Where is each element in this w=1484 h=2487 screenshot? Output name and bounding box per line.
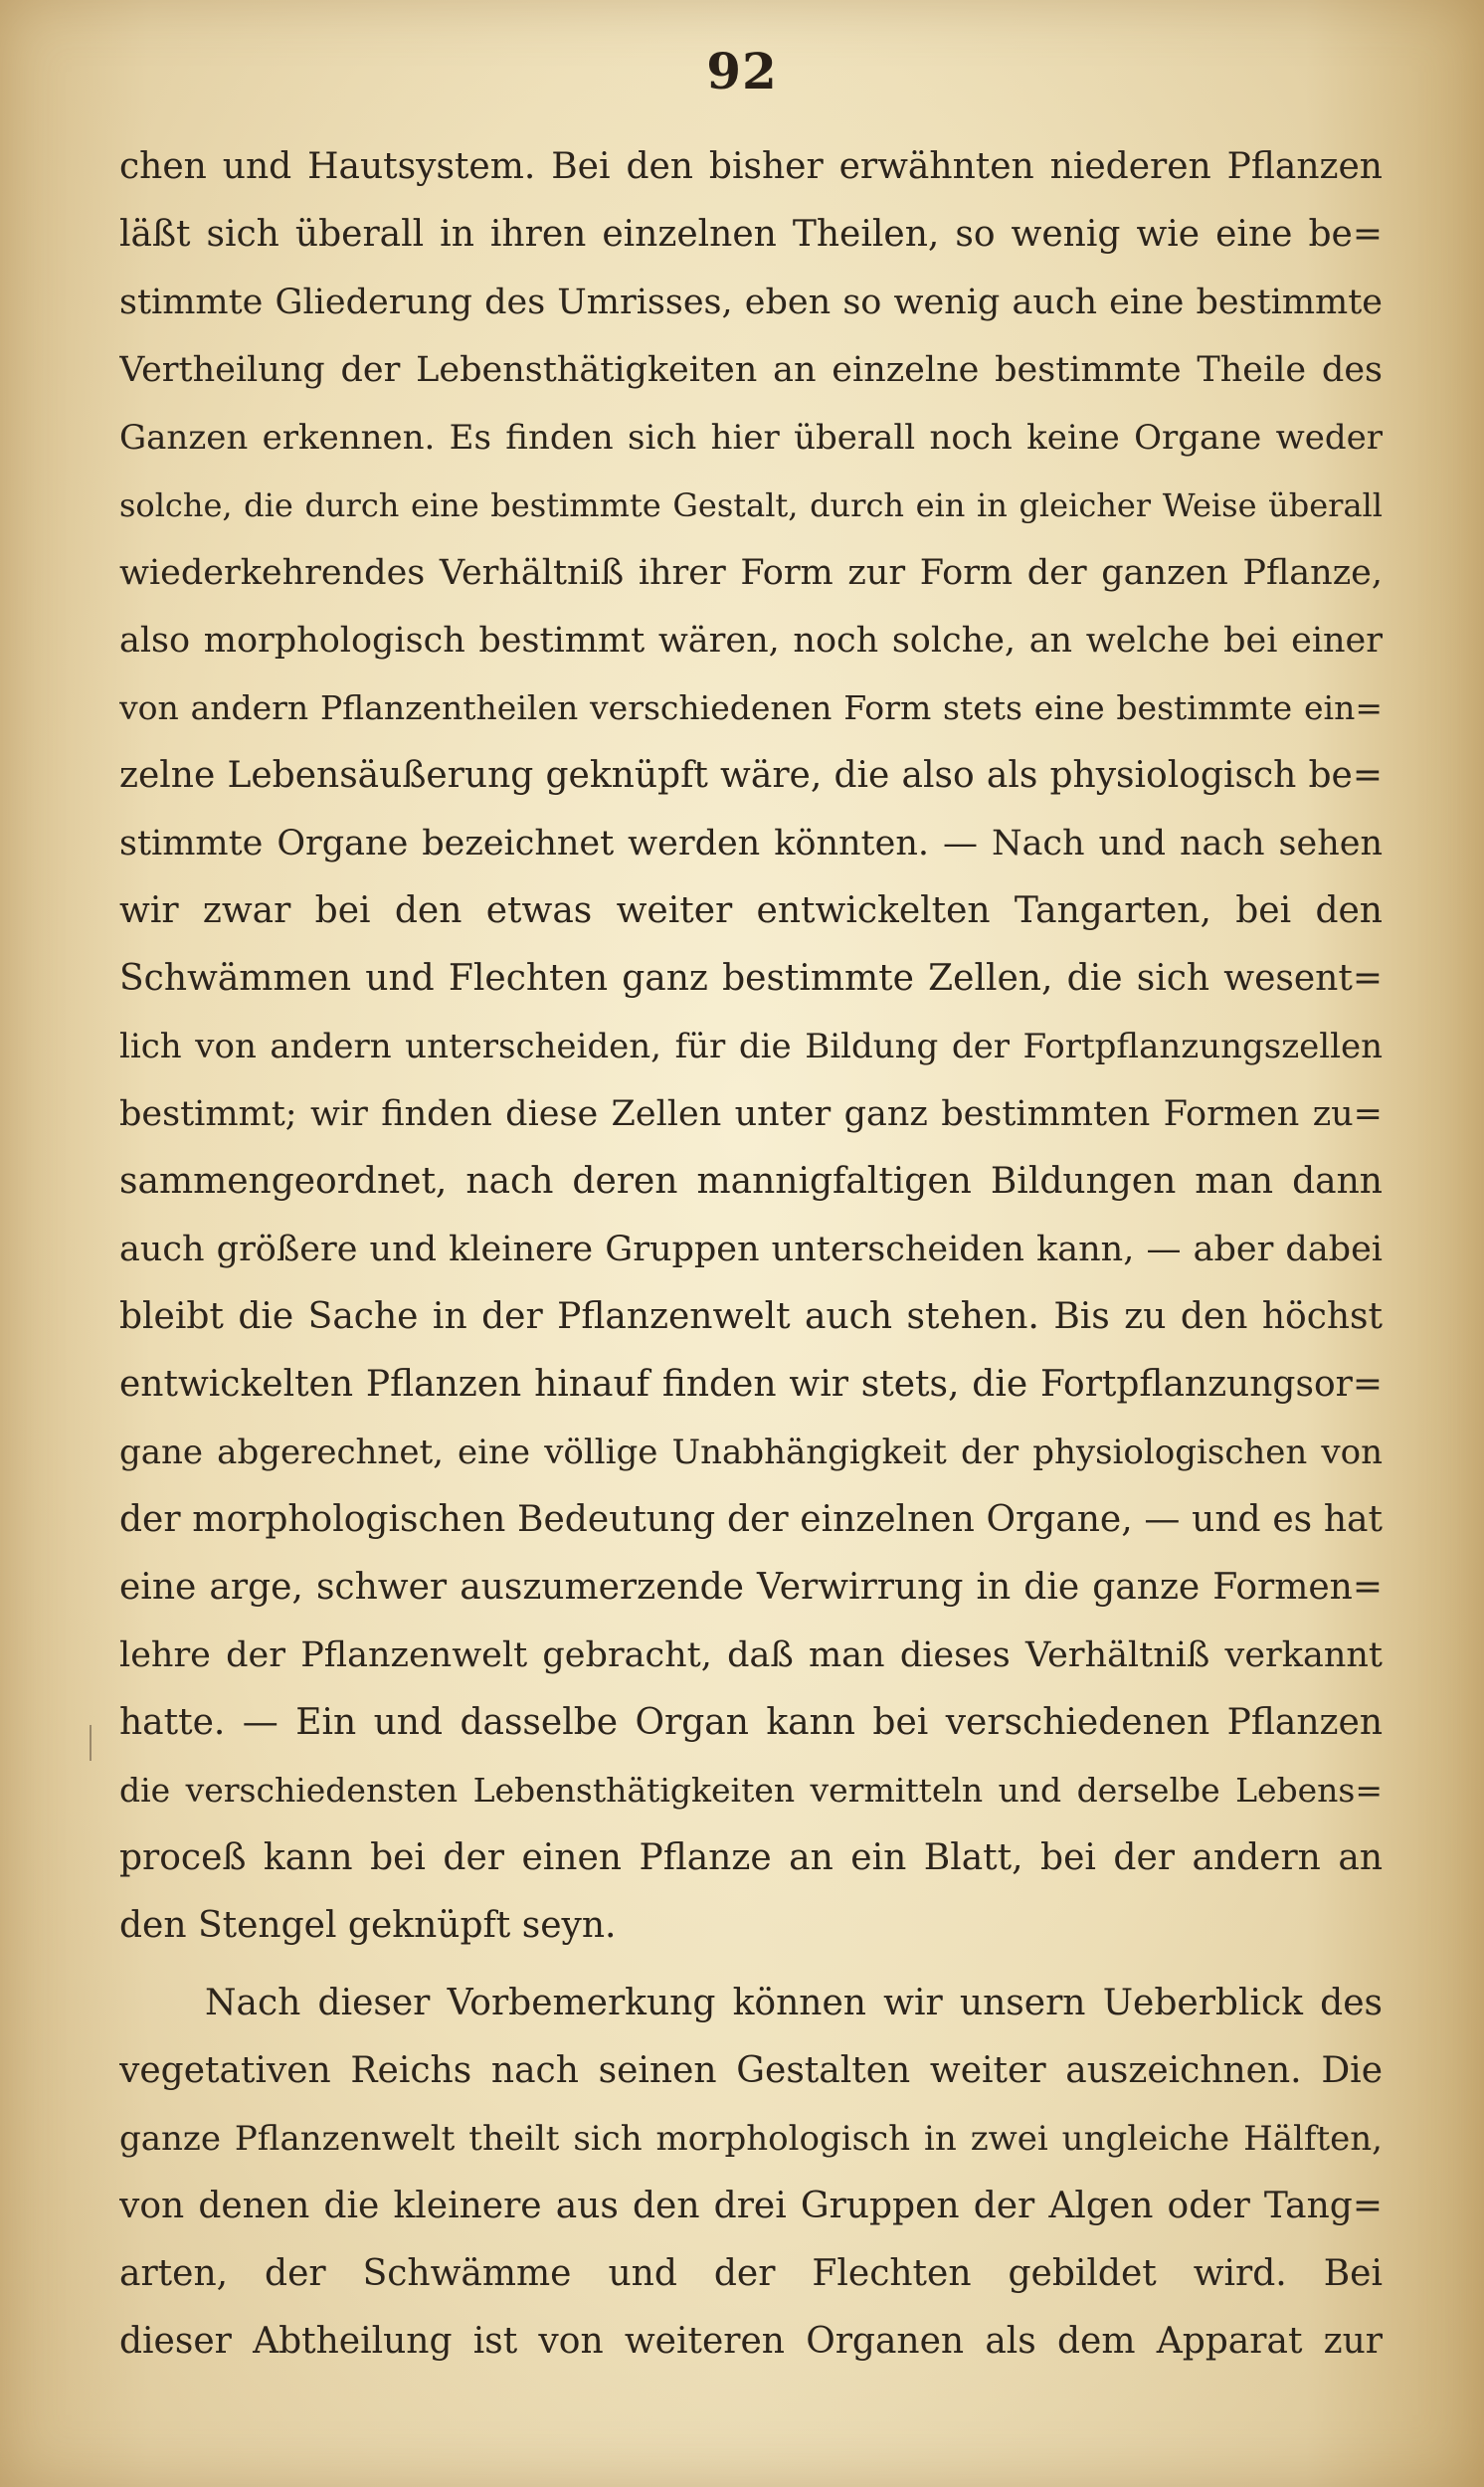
text-line: auch größere und kleinere Gruppen unterscheiden kann, — aber dabei [119,1230,1383,1269]
text-line: zelne Lebensäußerung geknüpft wäre, die also als physiologisch be= [119,755,1383,796]
text-line: bleibt die Sache in der Pflanzenwelt auch stehen. Bis zu den höchst [119,1296,1383,1337]
text-line: solche, die durch eine bestimmte Gestalt, durch ein in gleicher Weise überall [119,486,1383,524]
text-line: stimmte Organe bezeichnet werden könnten. — Nach und nach sehen [119,824,1383,863]
text-line: vegetativen Reichs nach seinen Gestalten weiter auszeichnen. Die [119,2050,1383,2091]
paragraph-2 [119,1970,1383,2376]
text-line: dieser Abtheilung ist von weiteren Organen als dem Apparat zur [119,2321,1383,2362]
text-line: wir zwar bei den etwas weiter entwickelten Tangarten, bei den [119,890,1383,931]
text-line: Schwämmen und Flechten ganz bestimmte Zellen, die sich wesent= [119,958,1383,999]
text-line: arten, der Schwämme und der Flechten gebildet wird. Bei [119,2253,1383,2294]
margin-pencil-mark [90,1725,92,1761]
text-line: chen und Hautsystem. Bei den bisher erwähnten niederen Pflanzen [119,146,1383,187]
text-line: der morphologischen Bedeutung der einzelnen Organe, — und es hat [119,1499,1383,1540]
text-line: Nach dieser Vorbemerkung können wir unsern Ueberblick des [205,1983,1383,2023]
text-line: die verschiedensten Lebensthätigkeiten vermitteln und derselbe Lebens= [119,1771,1383,1810]
text-line: eine arge, schwer auszumerzende Verwirrung in die ganze Formen= [119,1567,1383,1608]
page-number: 92 [706,42,778,100]
text-line: von denen die kleinere aus den drei Gruppen der Algen oder Tang= [119,2186,1383,2226]
text-line: lich von andern unterscheiden, für die Bildung der Fortpflanzungszellen [119,1027,1383,1066]
text-line: stimmte Gliederung des Umrisses, eben so wenig auch eine bestimmte [119,283,1383,322]
text-line: sammengeordnet, nach deren mannigfaltigen Bildungen man dann [119,1161,1383,1202]
body-text [119,133,1383,2376]
paragraph-gap [119,1960,1383,1970]
text-line: ganze Pflanzenwelt theilt sich morphologisch in zwei ungleiche Hälften, [119,2119,1383,2159]
text-line: lehre der Pflanzenwelt gebracht, daß man dieses Verhältniß verkannt [119,1635,1383,1675]
text-line: Vertheilung der Lebensthätigkeiten an einzelne bestimmte Theile des [119,350,1383,390]
text-line: läßt sich überall in ihren einzelnen Theilen, so wenig wie eine be= [119,214,1383,255]
paragraph-1 [119,133,1383,1960]
text-line: wiederkehrendes Verhältniß ihrer Form zur Form der ganzen Pflanze, [119,553,1383,593]
text-line: hatte. — Ein und dasselbe Organ kann bei verschiedenen Pflanzen [119,1702,1383,1743]
text-line: bestimmt; wir finden diese Zellen unter ganz bestimmten Formen zu= [119,1094,1383,1134]
text-line: von andern Pflanzentheilen verschiedenen Form stets eine bestimmte ein= [119,688,1383,727]
text-line: entwickelten Pflanzen hinauf finden wir stets, die Fortpflanzungsor= [119,1364,1383,1405]
text-line: den Stengel geknüpft seyn. [119,1905,617,1946]
text-line: also morphologisch bestimmt wären, noch solche, an welche bei einer [119,621,1383,661]
text-line: gane abgerechnet, eine völlige Unabhängigkeit der physiologischen von [119,1433,1383,1472]
text-line: proceß kann bei der einen Pflanze an ein Blatt, bei der andern an [119,1837,1383,1878]
text-line: Ganzen erkennen. Es finden sich hier überall noch keine Organe weder [119,418,1383,458]
